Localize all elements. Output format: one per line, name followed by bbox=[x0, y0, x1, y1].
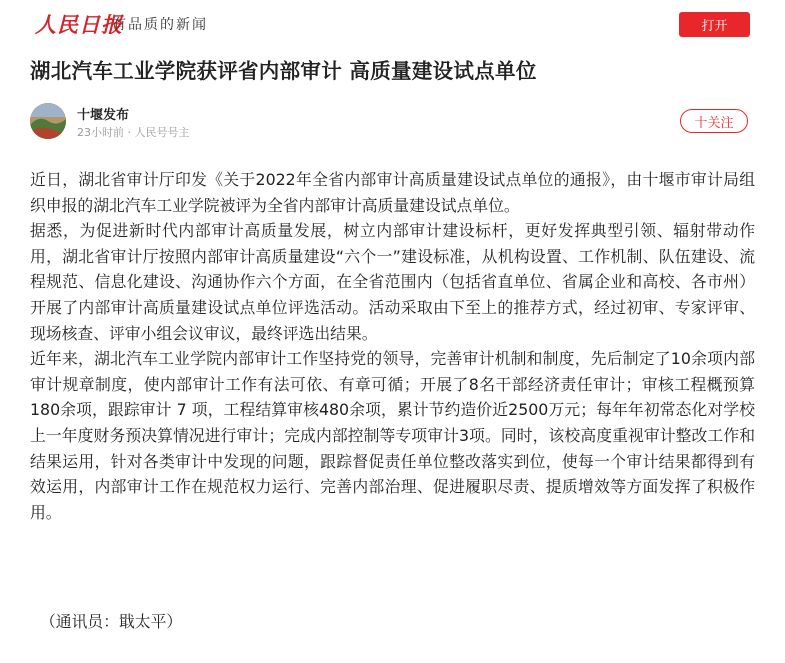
author-name[interactable]: 十堰发布 bbox=[77, 108, 130, 123]
article-paragraph: 近年来，湖北汽车工业学院内部审计工作坚持党的领导，完善审计机制和制度，先后制定了10余项内部审计规章制度，使内部审计工作有法可依、有章可循；开展了8名干部经济责任审计；审核工程概预算180余项，跟踪审计 7 项，工程结算审核480余项，累计节约造价近2500万元；每年年初常态化对学校上一年度财务预决算情况进行审计；完成内部控制等专项审计3项。同时，该校高度重视审计整改工作和结果运用，针对各类审计中发现的问题，跟踪督促责任单位整改落实到位，使每一个审计结果都得到有效运用，内部审计工作在规范权力运行、完善内部治理、促进履职尽责、提质增效等方面发挥了积极作用。 bbox=[30, 349, 755, 522]
open-app-button[interactable]: 打开 bbox=[679, 12, 750, 37]
slogan: 有品质的新闻 bbox=[112, 17, 208, 33]
follow-button[interactable]: 十关注 bbox=[680, 109, 748, 133]
article-paragraph: 据悉，为促进新时代内部审计高质量发展，树立内部审计建设标杆，更好发挥典型引领、辐射带动作用，湖北省审计厅按照内部审计高质量建设“六个一”建设标准，从机构设置、工作机制、队伍建设、流程规范、信息化建设、沟通协作六个方面，在全省范围内（包括省直单位、省属企业和高校、各市州）开展了内部审计高质量建设试点单位评选活动。活动采取由下至上的推荐方式，经过初审、专家评审、现场核查、评审小组会议审议，最终评选出结果。 bbox=[30, 221, 755, 343]
top-bar bbox=[0, 0, 785, 46]
article-signoff: （通讯员：戢太平） bbox=[40, 612, 183, 631]
article-title: 湖北汽车工业学院获评省内部审计 高质量建设试点单位 bbox=[30, 59, 537, 83]
author-avatar[interactable] bbox=[30, 103, 66, 139]
avatar-image-icon bbox=[30, 103, 66, 139]
article-paragraph: 近日，湖北省审计厅印发《关于2022年全省内部审计高质量建设试点单位的通报》，由十堰市审计局组织申报的湖北汽车工业学院被评为全省内部审计高质量建设试点单位。 bbox=[30, 170, 755, 215]
article-body bbox=[30, 167, 755, 525]
people-daily-logo[interactable]: 人民日报 bbox=[35, 12, 123, 37]
author-meta: 23小时前 · 人民号号主 bbox=[77, 126, 190, 139]
